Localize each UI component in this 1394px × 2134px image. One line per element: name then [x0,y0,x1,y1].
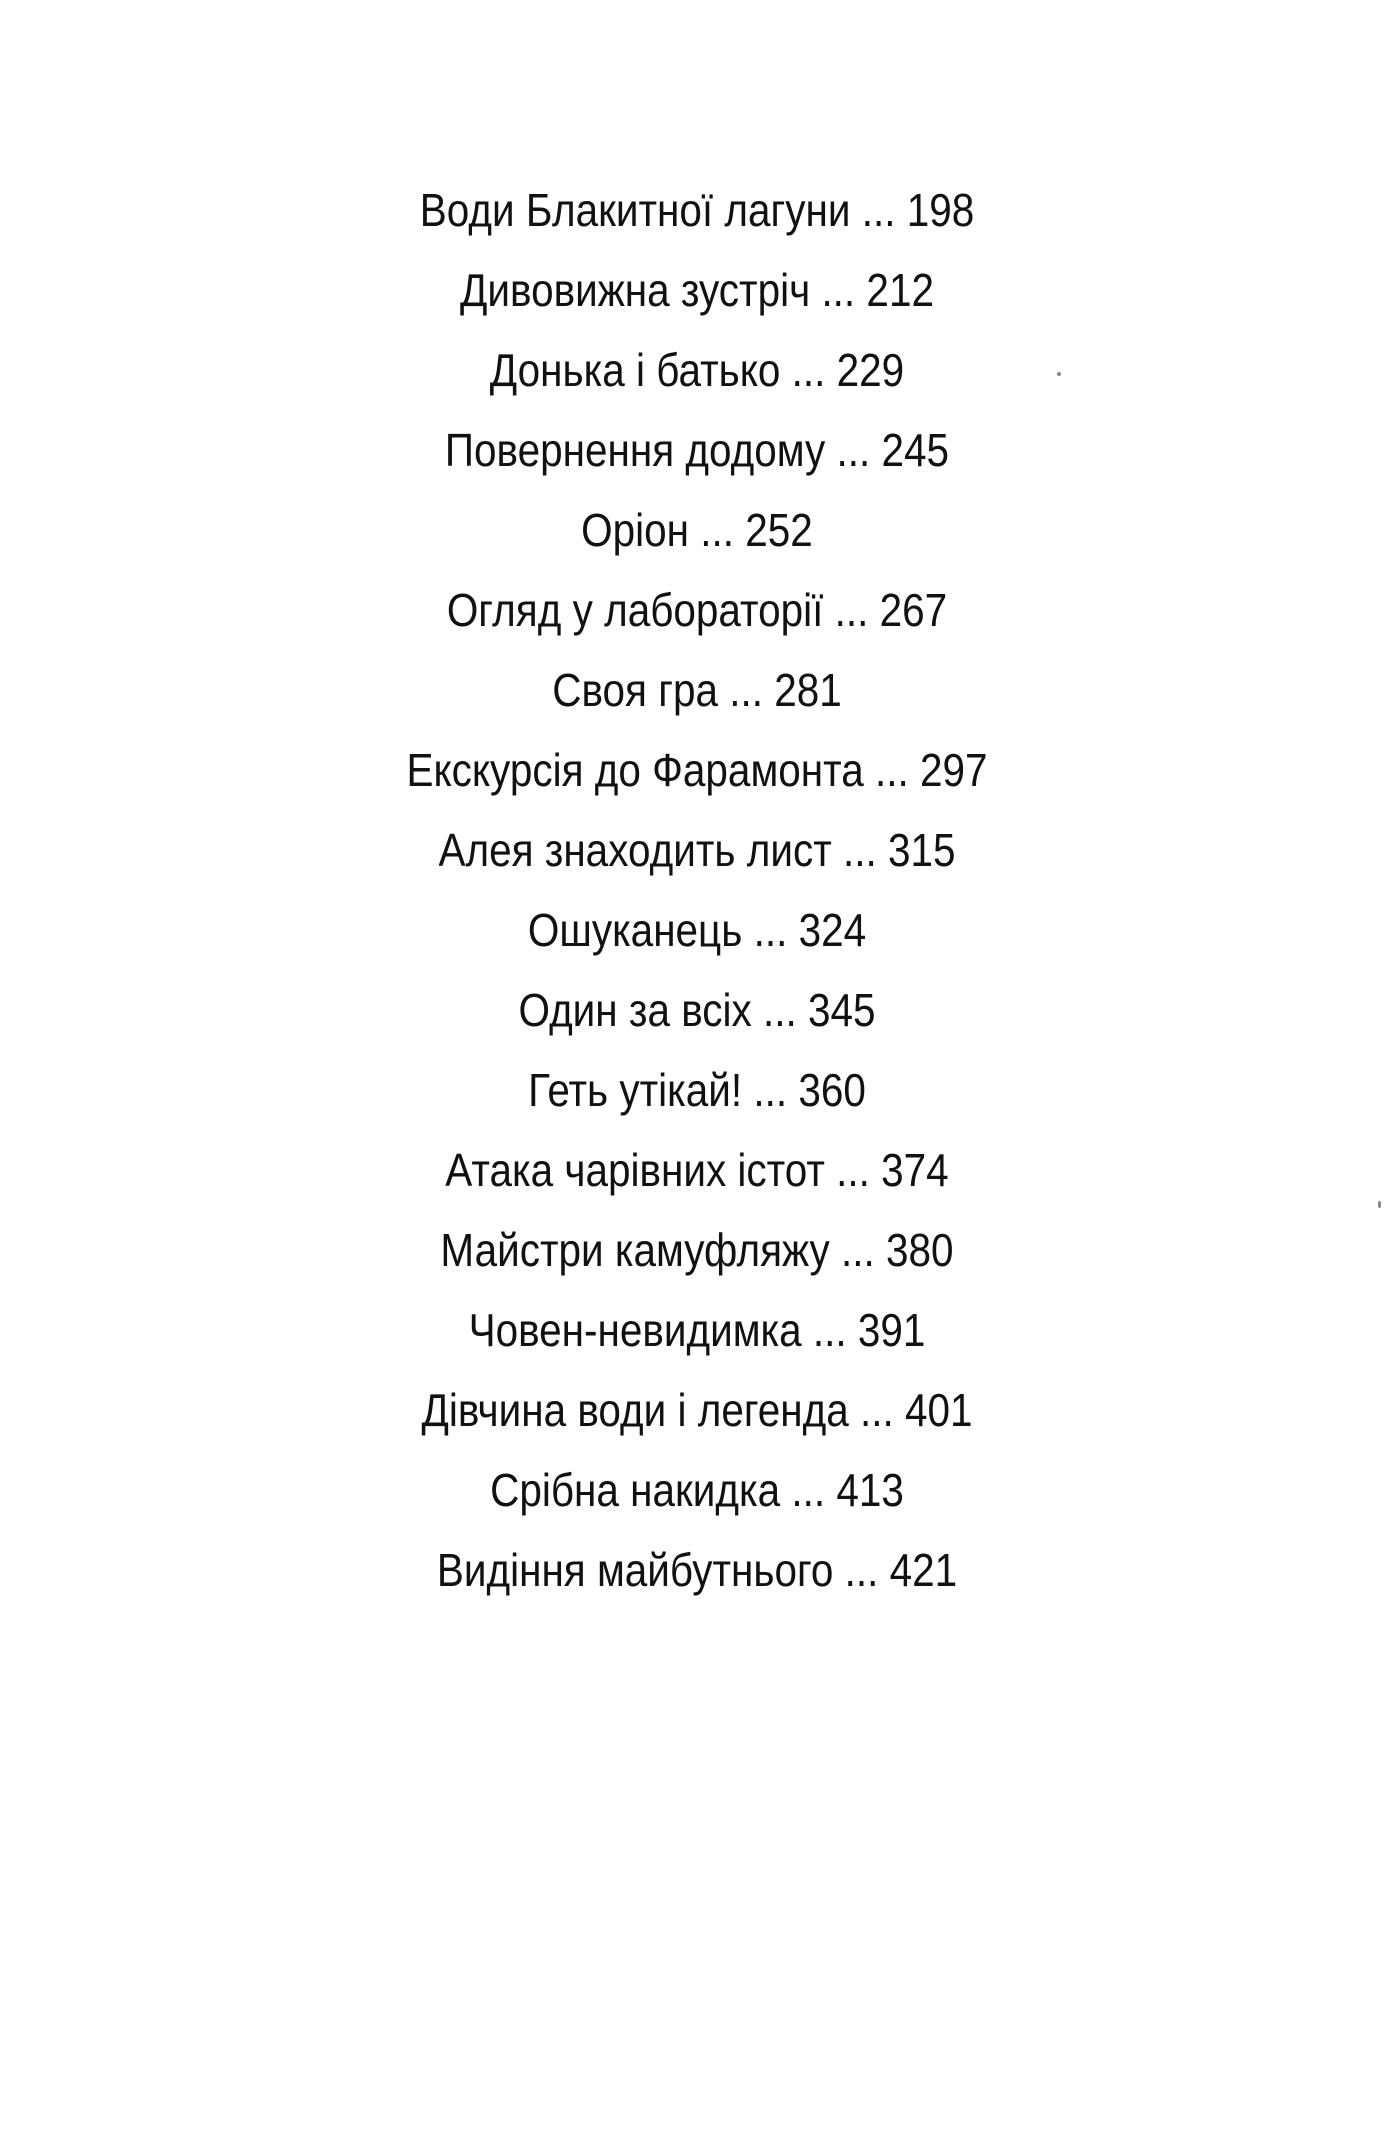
chapter-title: Огляд у лабораторії [446,584,824,636]
leader-dots: ... [874,744,909,796]
page-number: 380 [886,1224,954,1276]
chapter-title: Повернення додому [444,424,826,476]
leader-dots: ... [821,264,856,316]
toc-entry [84,890,1311,970]
chapter-title: Ошуканець [527,904,743,956]
page-number: 315 [887,824,956,876]
chapter-title: Екскурсія до Фарамонта [406,744,864,796]
chapter-title: Срібна накидка [490,1464,781,1516]
page-number: 360 [798,1064,866,1116]
scan-speck [1378,1201,1381,1208]
leader-dots: ... [861,184,896,236]
toc-entry [84,730,1311,810]
page-number: 374 [881,1144,949,1196]
chapter-title: Донька і батько [489,344,781,396]
chapter-title: Атака чарівних істот [445,1144,825,1196]
toc-entry [84,1290,1311,1370]
chapter-title: Дивовижна зустріч [460,264,811,316]
page-number: 391 [857,1304,926,1356]
page-number: 401 [905,1384,973,1436]
leader-dots: ... [836,424,871,476]
page-number: 345 [807,984,876,1036]
page-number: 281 [774,664,842,716]
page-number: 413 [836,1464,904,1516]
chapter-title: Оріон [581,504,690,556]
leader-dots: ... [753,904,788,956]
page-number: 324 [798,904,867,956]
page-number: 245 [881,424,950,476]
page-number: 198 [906,184,975,236]
table-of-contents [0,170,1394,1610]
chapter-title: Алея знаходить лист [438,824,832,876]
toc-entry [84,1050,1311,1130]
chapter-title: Води Блакитної лагуни [419,184,851,236]
toc-entry [84,410,1311,490]
toc-entry [84,650,1311,730]
toc-entry [84,1370,1311,1450]
toc-entry [84,970,1311,1050]
toc-entry [84,170,1311,250]
page-number: 267 [879,584,948,636]
toc-entry [84,810,1311,890]
toc-entry [84,1530,1311,1610]
toc-entry [84,1130,1311,1210]
scan-speck [1057,372,1061,376]
chapter-title: Своя гра [552,664,718,716]
chapter-title: Видіння майбутнього [436,1544,834,1596]
leader-dots: ... [836,1144,870,1196]
chapter-title: Човен-невидимка [468,1304,802,1356]
page-number: 212 [866,264,934,316]
page-number: 421 [889,1544,958,1596]
leader-dots: ... [729,664,763,716]
toc-entry [84,570,1311,650]
chapter-title: Один за всіх [518,984,752,1036]
toc-entry [84,250,1311,330]
chapter-title: Дівчина води і легенда [421,1384,849,1436]
leader-dots: ... [842,824,877,876]
page-number: 252 [745,504,813,556]
chapter-title: Геть утікай! [528,1064,743,1116]
leader-dots: ... [844,1544,879,1596]
leader-dots: ... [791,344,826,396]
page-number: 229 [836,344,905,396]
leader-dots: ... [841,1224,875,1276]
leader-dots: ... [700,504,735,556]
leader-dots: ... [812,1304,847,1356]
leader-dots: ... [791,1464,826,1516]
toc-entry [84,490,1311,570]
leader-dots: ... [860,1384,894,1436]
leader-dots: ... [763,984,797,1036]
toc-entry [84,1210,1311,1290]
chapter-title: Майстри камуфляжу [440,1224,830,1276]
leader-dots: ... [834,584,869,636]
page-number: 297 [919,744,988,796]
leader-dots: ... [753,1064,788,1116]
toc-entry [84,1450,1311,1530]
toc-entry [84,330,1311,410]
